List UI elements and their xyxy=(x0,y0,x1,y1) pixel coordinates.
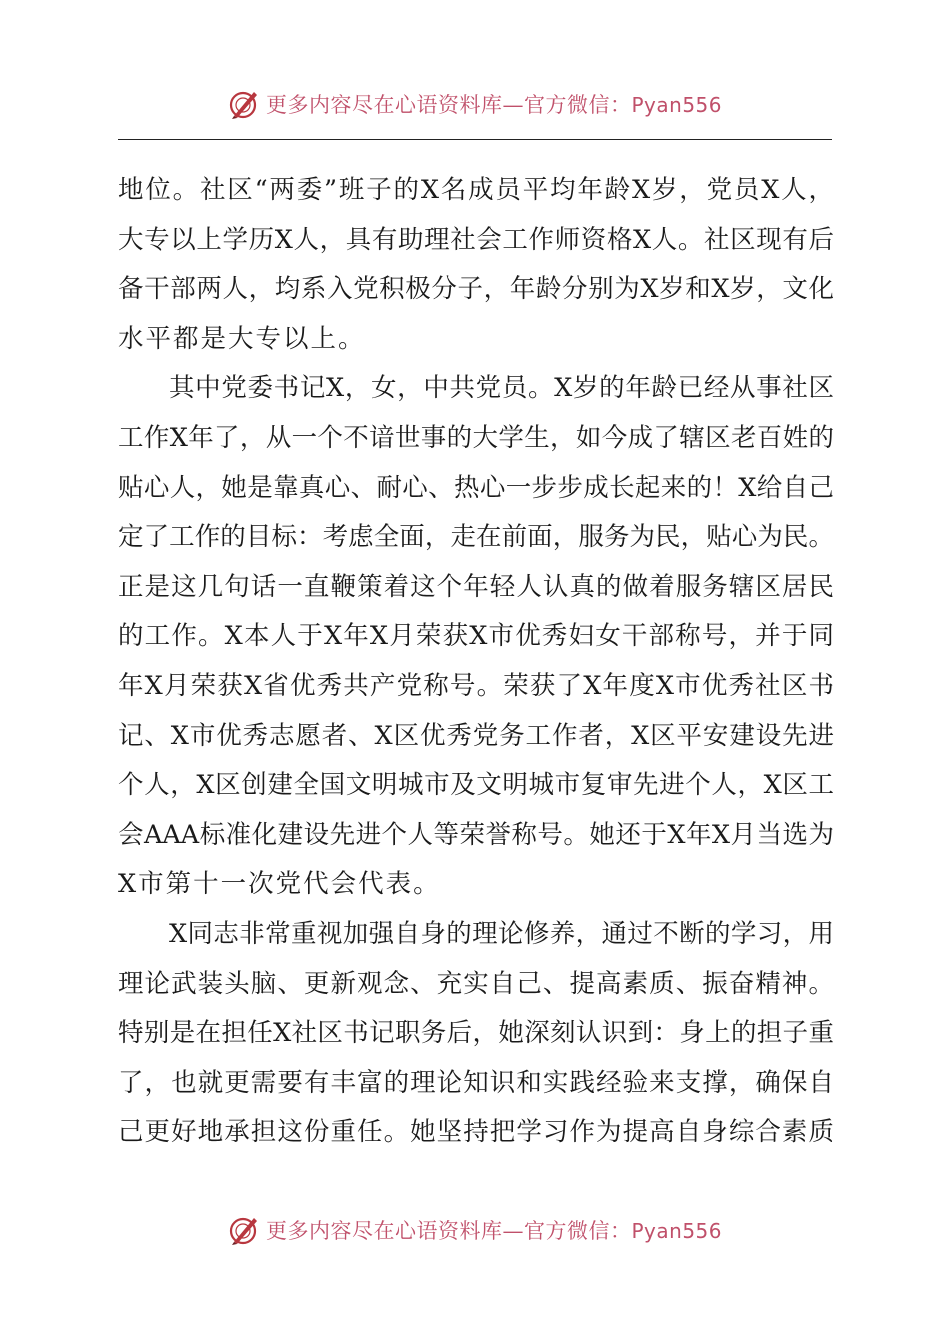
text-line: 个人，X区创建全国文明城市及文明城市复审先进个人，X区工 xyxy=(118,770,834,801)
pen-logo-icon xyxy=(228,88,260,120)
header-banner-text: 更多内容尽在心语资料库—官方微信：Pyan556 xyxy=(265,93,722,117)
text-line: 记、X市优秀志愿者、X区优秀党务工作者，X区平安建设先进 xyxy=(118,720,834,751)
pen-logo-icon xyxy=(228,1214,260,1246)
footer-banner xyxy=(0,1210,950,1250)
footer-wechat-id: Pyan556 xyxy=(631,1219,722,1243)
document-body xyxy=(118,166,834,1158)
text-line: 的工作。X本人于X年X月荣获X市优秀妇女干部称号，并于同 xyxy=(118,621,834,652)
text-line: 工作X年了，从一个不谙世事的大学生，如今成了辖区老百姓的 xyxy=(118,422,834,453)
text-line: 了，也就更需要有丰富的理论知识和实践经验来支撑，确保自 xyxy=(118,1067,834,1098)
header-divider xyxy=(118,139,832,140)
text-line: 贴心人，她是靠真心、耐心、热心一步步成长起来的！X给自己 xyxy=(118,472,834,503)
text-line: 正是这几句话一直鞭策着这个年轻人认真的做着服务辖区居民 xyxy=(118,571,834,602)
text-line: 特别是在担任X社区书记职务后，她深刻认识到：身上的担子重 xyxy=(118,1018,834,1049)
text-line: X同志非常重视加强自身的理论修养，通过不断的学习，用 xyxy=(169,918,834,949)
text-line: 备干部两人，均系入党积极分子，年龄分别为X岁和X岁，文化 xyxy=(118,274,834,305)
text-line: X市第十一次党代会代表。 xyxy=(118,869,441,900)
text-line: 地位。社区“两委”班子的X名成员平均年龄X岁，党员X人， xyxy=(118,175,834,205)
text-line: 大专以上学历X人，具有助理社会工作师资格X人。社区现有后 xyxy=(118,224,834,255)
text-line: 己更好地承担这份重任。她坚持把学习作为提高自身综合素质 xyxy=(118,1117,834,1148)
header-banner xyxy=(0,84,950,124)
text-line: 水平都是大专以上。 xyxy=(118,323,366,354)
text-line: 定了工作的目标：考虑全面，走在前面，服务为民，贴心为民。 xyxy=(118,522,834,553)
text-line: 年X月荣获X省优秀共产党称号。荣获了X年度X市优秀社区书 xyxy=(118,670,834,701)
header-wechat-id: Pyan556 xyxy=(631,93,722,117)
text-line: 会AAA标准化建设先进个人等荣誉称号。她还于X年X月当选为 xyxy=(118,819,834,850)
footer-banner-text: 更多内容尽在心语资料库—官方微信：Pyan556 xyxy=(265,1219,722,1243)
text-line: 理论武装头脑、更新观念、充实自己、提高素质、振奋精神。 xyxy=(118,968,834,999)
text-line: 其中党委书记X，女，中共党员。X岁的年龄已经从事社区 xyxy=(169,373,834,404)
